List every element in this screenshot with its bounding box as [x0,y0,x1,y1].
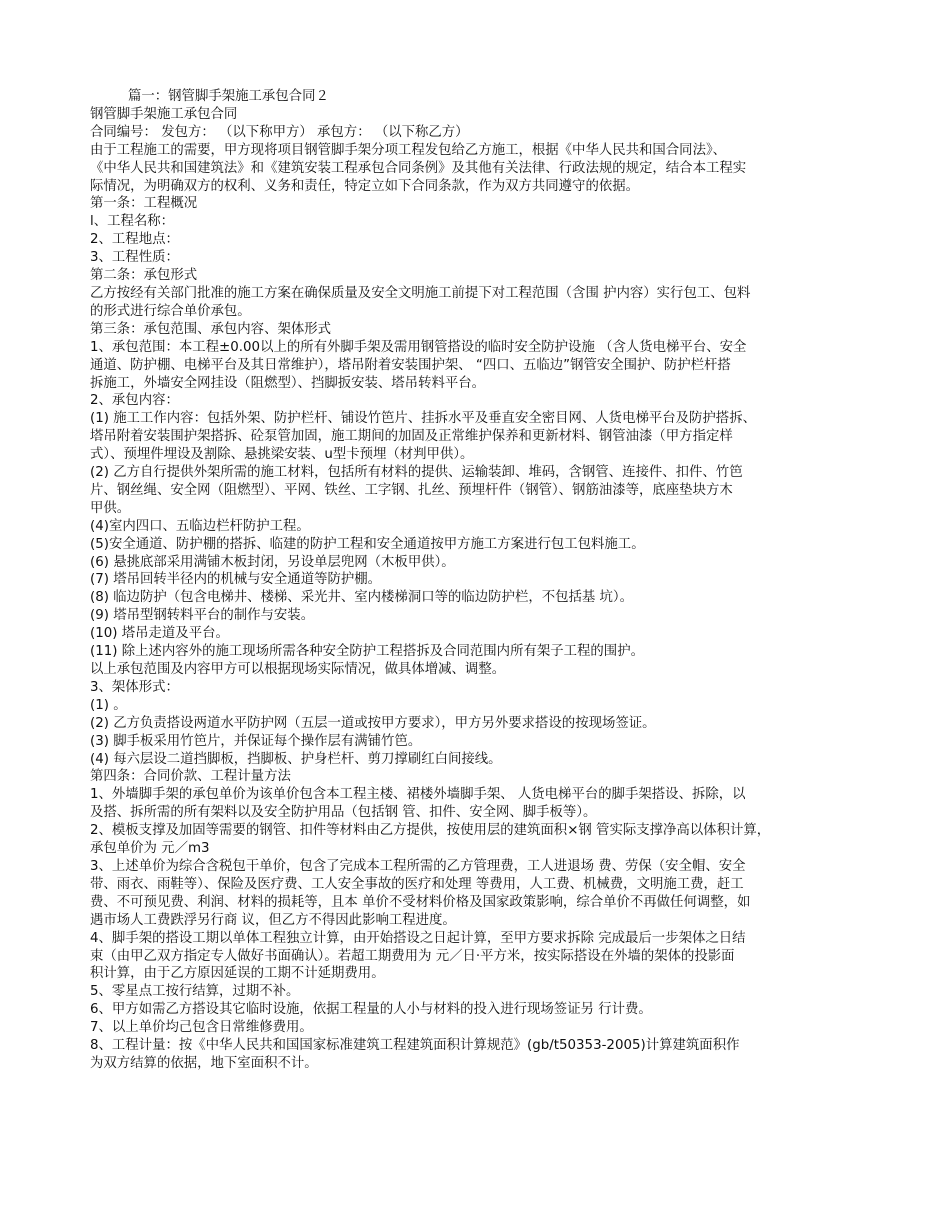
text-line: 2、模板支撑及加固等需要的钢管、扣件等材料由乙方提供，按使用层的建筑面积×钢 管实际支撑净高以体积计算， [90,823,771,839]
text-line: 通道、防护棚、电梯平台及其日常维护），塔吊附着安装围护架、 “四口、五临边”钢管安全围护、防护栏杆搭 [90,357,731,373]
text-line: 及搭、拆所需的所有架料以及安全防护用品（包括钢 管、扣件、安全网、脚手板等）。 [90,805,597,821]
text-line: 第三条：承包范围、承包内容、架体形式 [90,321,332,337]
document-title: 篇一：钢管脚手架施工承包合同２ [128,89,329,104]
text-line: (7) 塔吊回转半径内的机械与安全通道等防护棚。 [90,572,382,588]
text-line: (11) 除上述内容外的施工现场所需各种安全防护工程搭拆及合同范围内所有架子工程的围护。 [90,644,644,660]
text-line: 钢管脚手架施工承包合同 [90,106,238,122]
text-line: 为双方结算的依据，地下室面积不计。 [90,1055,318,1071]
text-line: 3、工程性质： [90,250,179,266]
text-line: (4)室内四口、五临边栏杆防护工程。 [90,518,310,534]
text-line: (2) 乙方负责搭设两道水平防护网（五层一道或按甲方要求），甲方另外要求搭设的按现场签证。 [90,715,656,731]
text-line: 片、钢丝绳、安全网（阻燃型）、平网、铁丝、工字钢、扎丝、预埋杆件（钢管）、钢筋油漆等，底座垫块方木 [90,482,733,498]
text-line: 1、承包范围：本工程±0.00以上的所有外脚手架及需用钢管搭设的临时安全防护设施 （含人货电梯平台、安全 [90,339,747,355]
text-line: 第四条：合同价款、工程计量方法 [90,769,291,785]
contract-document [90,88,870,1073]
text-line: 1、外墙脚手架的承包单价为该单价包含本工程主楼、裙楼外墙脚手架、 人货电梯平台的脚手架搭设、拆除，以 [90,787,746,803]
text-line: 合同编号： 发包方： （以下称甲方） 承包方： （以下称乙方） [90,124,469,140]
text-line: (2) 乙方自行提供外架所需的施工材料，包括所有材料的提供、运输装卸、堆码，含钢管、连接件、扣件、竹笆 [90,465,743,481]
text-line: 乙方按经有关部门批准的施工方案在确保质量及安全文明施工前提下对工程范围（含围 护内容）实行包工、包料 [90,285,751,301]
text-line: 8、工程计量：按《中华人民共和国国家标准建筑工程建筑面积计算规范》(gb/t50353-2005)计算建筑面积作 [90,1038,740,1054]
text-line: 带、雨衣、雨鞋等）、保险及医疗费、工人安全事故的医疗和处理 等费用，人工费、机械费，文明施工费，赶工 [90,876,744,892]
text-line: 拆施工，外墙安全网挂设（阻燃型）、挡脚扳安装、塔吊转料平台。 [90,375,486,391]
text-line: (8) 临边防护（包含电梯井、楼梯、采光井、室内楼梯洞口等的临边防护栏，不包括基 坑）。 [90,590,634,606]
text-line: (5)安全通道、防护棚的搭拆、临建的防护工程和安全通道按甲方施工方案进行包工包料施工。 [90,536,645,552]
text-line: (1) 。 [90,697,127,713]
text-line: 际情况，为明确双方的权利、义务和责任，特定立如下合同条款，作为双方共同遵守的依据。 [90,178,640,194]
text-line: 费、不可预见费、利润、材料的损耗等，且本 单价不受材料价格及国家政策影响，综合单价不再做任何调整，如 [90,894,751,910]
text-line: 甲供。 [90,500,131,516]
text-line: 3、架体形式： [90,679,179,695]
text-line: 遇市场人工费跌浮另行商 议，但乙方不得因此影响工程进度。 [90,912,456,928]
text-line: l、工程名称： [90,214,175,230]
text-line: 式）、预埋件埋设及割除、悬挑梁安装、u型卡预埋（材判甲供）。 [90,447,474,463]
text-line: 以上承包范围及内容甲方可以根据现场实际情况，做具体增减、调整。 [90,662,506,677]
text-line: (3) 脚手板采用竹笆片，并保证每个操作层有满铺竹笆。 [90,733,422,749]
text-line: (10) 塔吊走道及平台。 [90,626,229,642]
text-line: 4、脚手架的搭设工期以单体工程独立计算，由开始搭设之日起计算，至甲方要求拆除 完成最后一步架体之日结 [90,930,746,946]
text-line: (4) 每六层设二道挡脚板，挡脚板、护身栏杆、剪刀撑刷红白间接线。 [90,751,502,767]
text-line: 2、工程地点： [90,232,179,248]
text-line: 积计算，由于乙方原因延误的工期不计延期费用。 [90,966,385,982]
text-line: 第二条：承包形式 [90,268,198,284]
text-line: 塔吊附着安装围护架搭拆、砼泵管加固，施工期间的加固及正常维护保养和更新材料、钢管油漆（甲方指定样 [90,429,733,445]
text-line: 《中华人民共和国建筑法》和《建筑安装工程承包合同条例》及其他有关法律、行政法规的规定，结合本工程实 [90,160,747,176]
text-line: 7、以上单价均己包含日常维修费用。 [90,1020,313,1036]
text-line: 的形式进行综合单价承包。 [90,303,251,319]
text-line: 2、承包内容： [90,393,179,409]
text-line: 3、上述单价为综合含税包干单价，包含了完成本工程所需的乙方管理费，工人进退场 费、劳保（安全帽、安全 [90,858,746,874]
text-line: (6) 悬挑底部采用满铺木板封闭，另设单层兜网（木板甲供）。 [90,554,455,570]
text-line: 5、零星点工按行结算，过期不补。 [90,984,300,1000]
text-line: 束（由甲乙双方指定专人做好书面确认）。若超工期费用为 元／日·平方米，按实际搭设在外墙的架体的投影面 [90,948,735,964]
text-line: 6、甲方如需乙方搭设其它临时设施，依据工程量的人小与材料的投入进行现场签证另 行计费。 [90,1002,652,1018]
text-line: 由于工程施工的需要，甲方现将项目钢管脚手架分项工程发包给乙方施工，根据《中华人民共和国合同法》、 [90,142,727,158]
text-line: (9) 塔吊型钢转料平台的制作与安装。 [90,608,315,624]
text-line: 第一条：工程概况 [90,196,198,212]
text-line: 承包单价为 元／m3 [90,841,210,857]
text-line: (1) 施工工作内容：包括外架、防护栏杆、铺设竹笆片、挂拆水平及垂直安全密目网、人货电梯平台及防护搭拆、 [90,411,756,427]
